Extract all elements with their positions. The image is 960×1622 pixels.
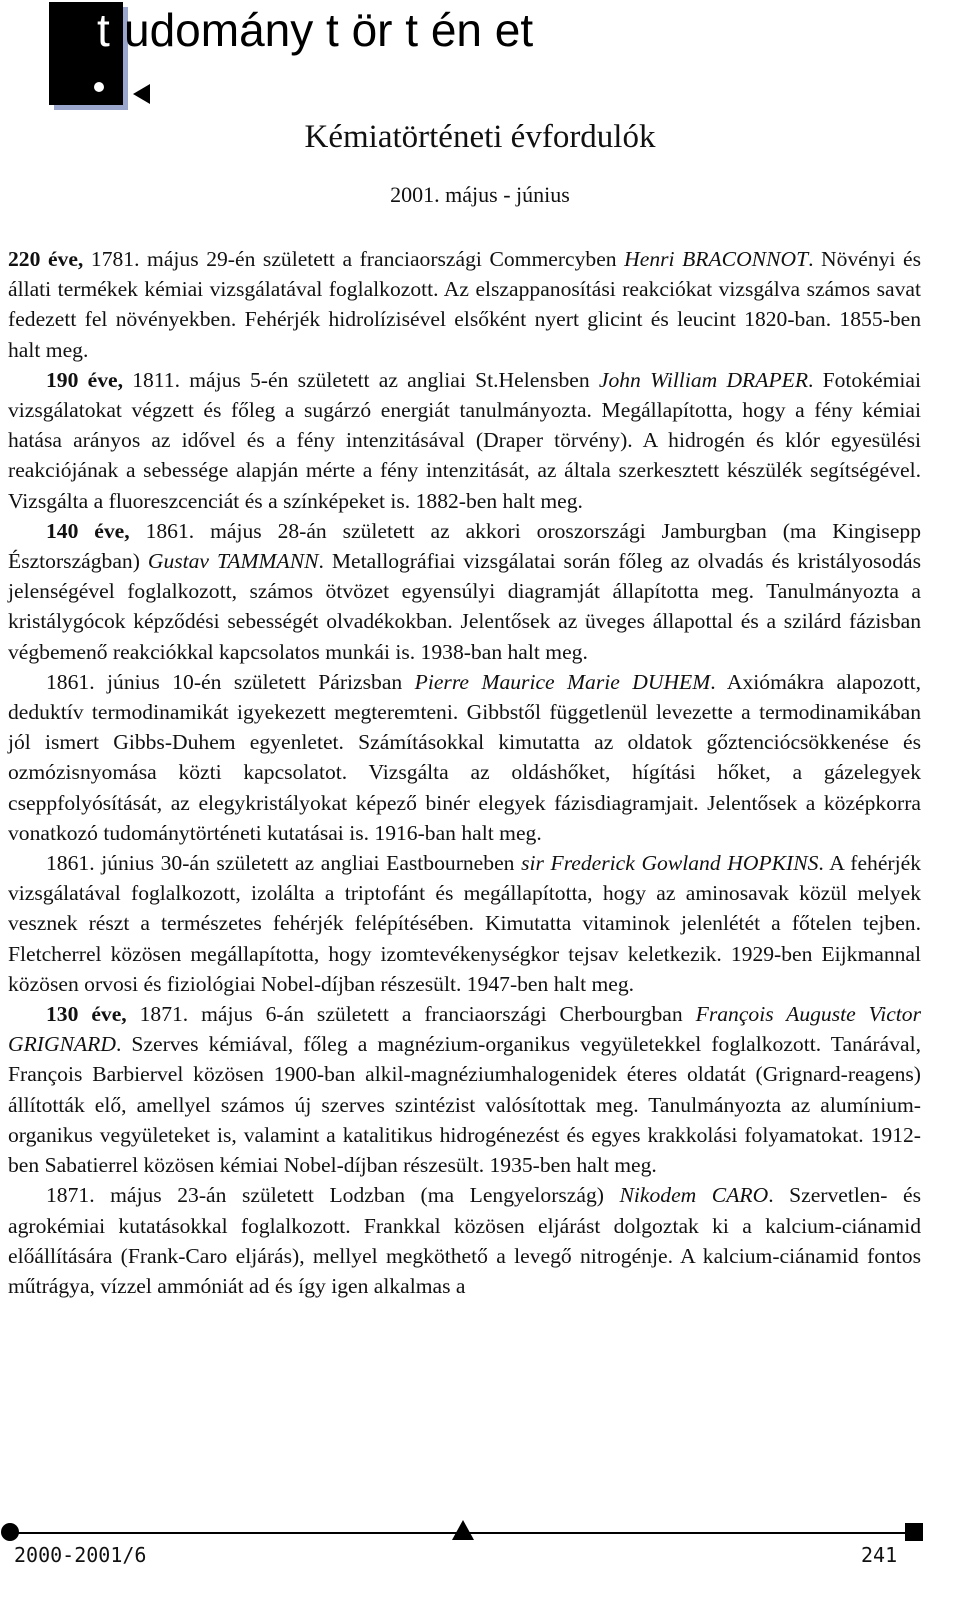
- page-date: 2001. május - június: [390, 182, 570, 207]
- issue-number: 2000-2001/6: [14, 1543, 147, 1567]
- paragraph-tammann: 140 éve, 1861. május 28-án született az akkori oroszországi Jamburgban (ma Kingisepp Észtországban) Gustav TAMMANN. Metallográfiai vizsgálatai során főleg az olvadás és kristályosodás jelenségével foglalkozott, számos ötvözet egyensúlyi diagramját állapította meg. Tanulmányozta a kristálygócok képződési sebességét olvadékokban. Jelentősek az üveges állapottal és a szilárd fázisban végbemenő reakciókkal kapcsolatos munkái is. 1938-ban halt meg.: [8, 518, 921, 664]
- article-body: [8, 244, 921, 1301]
- page-title: Kémiatörténeti évfordulók: [304, 119, 656, 155]
- header-dot-icon: [94, 82, 104, 92]
- circle-icon: [1, 1523, 19, 1541]
- header-first-letter: t: [97, 4, 110, 56]
- person-name: John William DRAPER: [598, 367, 809, 392]
- header-logo-block: [49, 2, 123, 105]
- triangle-up-icon: [452, 1520, 474, 1540]
- person-name: Henri BRACONNOT: [624, 247, 809, 271]
- person-name: Nikodem CARO: [619, 1183, 769, 1208]
- arrow-left-icon: [133, 84, 150, 104]
- page-number: 241: [861, 1543, 898, 1567]
- square-icon: [905, 1523, 923, 1541]
- person-name: sir Frederick Gowland HOPKINS: [521, 851, 819, 876]
- paragraph-draper: 190 éve, 1811. május 5-én született az angliai St.Helensben John William DRAPER. Fotokémiai vizsgálatokat végzett és főleg a sugárzó energiát tanulmányozta. Megállapította, hogy a fény kémiai hatása arányos az idővel és a fény intenzitásával (Draper törvény). A hidrogén és klór egyesülési reakciójának a sebessége alapján mérte a fény intenzitását, az általa szerkesztett készülék segítségével. Vizsgálta a fluoreszcenciát és a színképeket is. 1882-ben halt meg.: [8, 367, 921, 513]
- paragraph-duhem: 1861. június 10-én született Párizsban Pierre Maurice Marie DUHEM. Axiómákra alapozott, deduktív termodinamikát igyekezett megteremteni. Gibbstől függetlenül levezette a termodinamikában jól ismert Gibbs-Duhem egyenletet. Számításokkal kimutatta az oldatok gőztenciócsökkenése és ozmózisnyomása közti kapcsolatot. Vizsgálta az oldáshőket, hígítási hőket, a gázelegyek cseppfolyósítását, az elegykristályokat képező binér elegyek fázisdiagramjait. Jelentősek a középkorra vonatkozó tudománytörténeti kutatásai is. 1916-ban halt meg.: [8, 669, 921, 845]
- person-name: Gustav TAMMANN: [147, 549, 319, 574]
- paragraph-braconnot: 220 éve, 1781. május 29-én született a franciaországi Commercyben Henri BRACONNOT. Növényi és állati termékek kémiai vizsgálatával foglalkozott. Az elszappanosítási reakciókat vizsgálva számos savat fedezett fel növényekben. Fehérjék hidrolízisével elsőként nyert glicint és leucint 1820-ban. 1855-ben halt meg.: [8, 247, 921, 362]
- header-section-title: udomány t ör t én et: [124, 4, 534, 56]
- paragraph-hopkins: 1861. június 30-án született az angliai Eastbourneben sir Frederick Gowland HOPKINS. A fehérjék vizsgálatával foglalkozott, izolálta a triptofánt és megállapította, hogy az aminosavak közül melyek vesznek részt a természetes fehérjék felépítésében. Kimutatta vitaminok jelenlétét a főtelen tejben. Fletcherrel közösen megállapította, hogy izomtevékenységkor tejsav keletkezik. 1929-ben Eijkmannal közösen orvosi és fiziológiai Nobel-díjban részesült. 1947-ben halt meg.: [8, 851, 921, 996]
- paragraph-grignard: 130 éve, 1871. május 6-án született a franciaországi Cherbourgban François Auguste Victor GRIGNARD. Szerves kémiával, főleg a magnézium-organikus vegyületekkel foglalkozott. Tanárával, François Barbiervel közösen 1900-ban alkil-magnéziumhalogenidek éteres oldatát (Grignard-reagens) állították elő, amellyel számos új szerves szintézist valósítottak meg. Tanulmányozta az alumínium-organikus vegyületeket is, valamint a katalitikus hidrogénezést és egyes krakkolási folyamatokat. 1912-ben Sabatierrel közösen kémiai Nobel-díjban részesült. 1935-ben halt meg.: [8, 1002, 922, 1178]
- person-name: François Auguste Victor GRIGNARD: [8, 1002, 922, 1057]
- paragraph-caro: 1871. május 23-án született Lodzban (ma Lengyelország) Nikodem CARO. Szervetlen- és agrokémiai kutatásokkal foglalkozott. Frankkal közösen eljárást dolgoztak ki a kalcium-ciánamid előállítására (Frank-Caro eljárás), mellyel megköthető a levegő nitrogénje. A kalcium-ciánamid fontos műtrágya, vízzel ammóniát ad és így igen alkalmas a: [8, 1183, 921, 1298]
- person-name: Pierre Maurice Marie DUHEM: [414, 669, 711, 694]
